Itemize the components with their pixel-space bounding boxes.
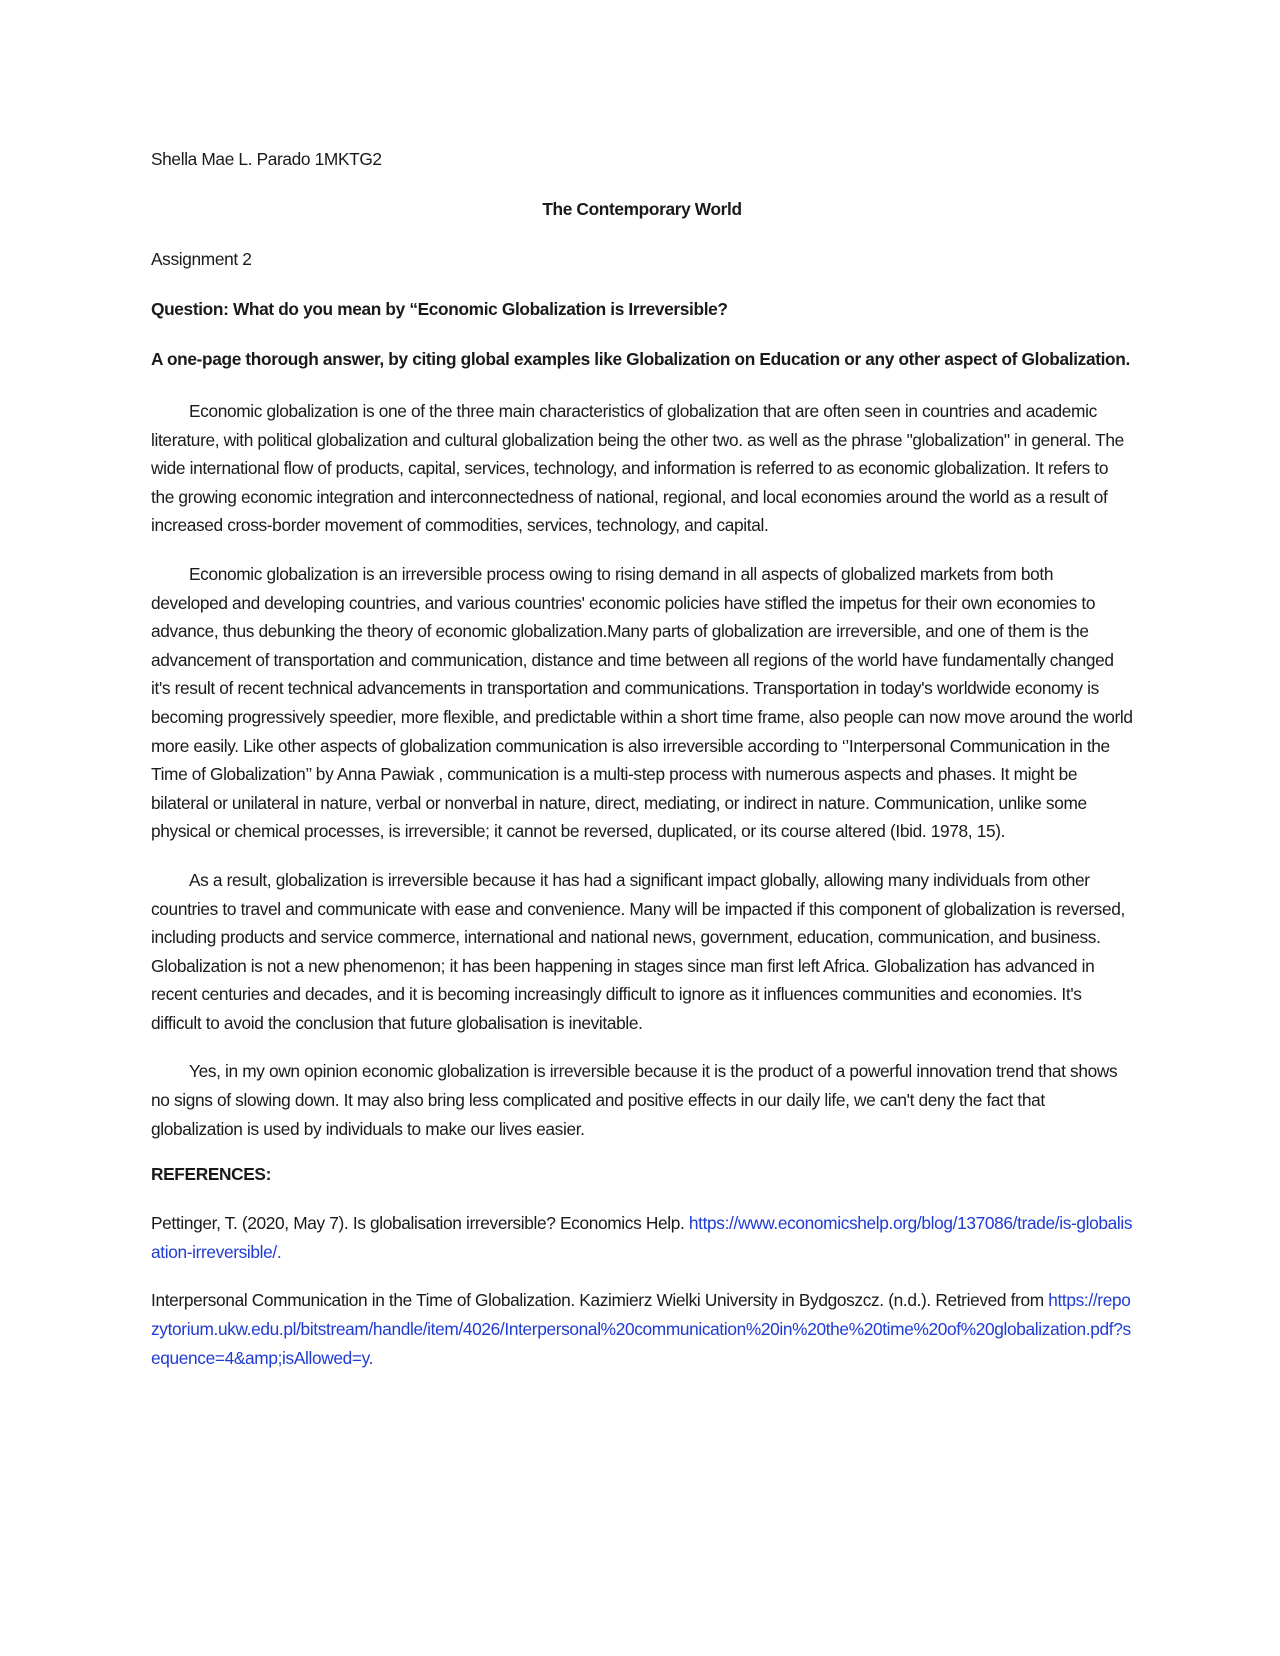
body-paragraph-2: Economic globalization is an irreversible process owing to rising demand in all aspects of globalized markets from both developed and developing countries, and various countries' economic policies have stifled the impetus for their own economies to advance, thus debunking the theory of economic globalization.Many parts of globalization are irreversible, and one of them is the advancement of transportation and communication, distance and time between all regions of the world have fundamentally changed it's result of recent technical advancements in transportation and communications. Transportation in today's worldwide economy is becoming progressively speedier, more flexible, and predictable within a short time frame, also people can now move around the world more easily. Like other aspects of globalization communication is also irreversible according to ‘’Interpersonal Communication in the Time of Globalization’’ by Anna Pawiak , communication is a multi-step process with numerous aspects and phases. It might be bilateral or unilateral in nature, verbal or nonverbal in nature, direct, mediating, or indirect in nature. Communication, unlike some physical or chemical processes, is irreversible; it cannot be reversed, duplicated, or its course altered (Ibid. 1978, 15). xyxy=(151,563,1133,842)
document-title: The Contemporary World xyxy=(542,199,742,219)
reference-item-1 xyxy=(151,1209,1133,1266)
reference-text-1: Pettinger, T. (2020, May 7). Is globalisation irreversible? Economics Help. xyxy=(151,1213,689,1234)
instruction-heading: A one-page thorough answer, by citing global examples like Globalization on Education or any other aspect of Globalization. xyxy=(151,349,1130,369)
reference-item-2 xyxy=(151,1286,1133,1372)
assignment-label: Assignment 2 xyxy=(151,249,252,269)
question-heading: Question: What do you mean by “Economic Globalization is Irreversible? xyxy=(151,299,728,319)
references-heading: REFERENCES: xyxy=(151,1164,272,1185)
body-paragraph-4: Yes, in my own opinion economic globalization is irreversible because it is the product of a powerful innovation trend that shows no signs of slowing down. It may also bring less complicated and positive effects in our daily life, we can't deny the fact that globalization is used by individuals to make our lives easier. xyxy=(151,1061,1118,1139)
body-paragraph-1: Economic globalization is one of the three main characteristics of globalization that are often seen in countries and academic literature, with political globalization and cultural globalization being the other two. as well as the phrase "globalization" in general. The wide international flow of products, capital, services, technology, and information is referred to as economic globalization. It refers to the growing economic integration and interconnectedness of national, regional, and local economies around the world as a result of increased cross-border movement of commodities, services, technology, and capital. xyxy=(151,401,1124,536)
reference-text-2: Interpersonal Communication in the Time of Globalization. Kazimierz Wielki University in Bydgoszcz. (n.d.). Retrieved from xyxy=(151,1290,1049,1311)
body-paragraph-3: As a result, globalization is irreversible because it has had a significant impact globally, allowing many individuals from other countries to travel and communicate with ease and convenience. Many will be impacted if this component of globalization is reversed, including products and service commerce, international and national news, government, education, communication, and business. Globalization is not a new phenomenon; it has been happening in stages since man first left Africa. Globalization has advanced in recent centuries and decades, and it is becoming increasingly difficult to ignore as it influences communities and economies. It's difficult to avoid the conclusion that future globalisation is inevitable. xyxy=(151,869,1125,1033)
reference-link-2[interactable]: https://repozytorium.ukw.edu.pl/bitstream/handle/item/4026/Interpersonal%20communication%20in%20the%20time%20of%20globalization.pdf?sequence=4&amp;isAllowed=y. xyxy=(151,1290,1131,1368)
document-page xyxy=(151,148,1133,1392)
reference-link-1[interactable]: https://www.economicshelp.org/blog/137086/trade/is-globalisation-irreversible/. xyxy=(151,1213,1133,1262)
author-line: Shella Mae L. Parado 1MKTG2 xyxy=(151,149,382,169)
